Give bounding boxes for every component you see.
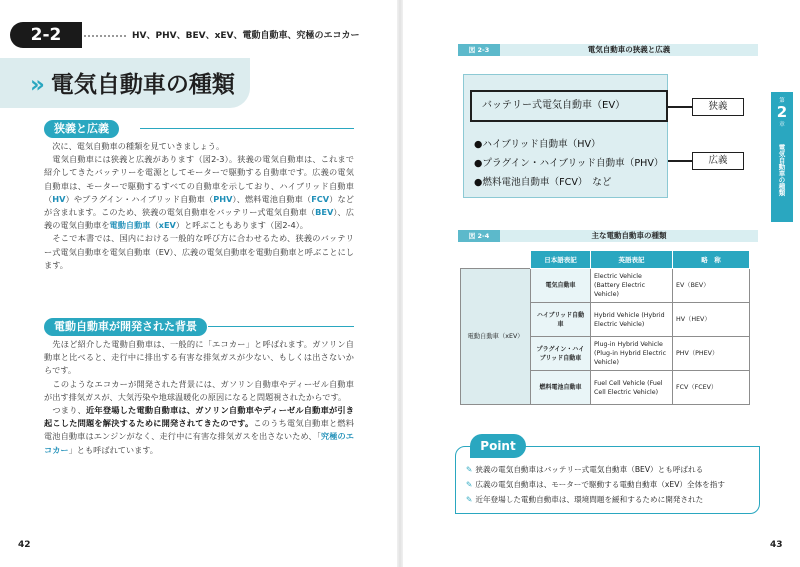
diagram-item: ●燃料電池自動車（FCV） など: [474, 177, 612, 188]
header-dotted-rule: [84, 35, 126, 37]
section-keywords: HV、PHV、BEV、xEV、電動自動車、究極のエコカー: [132, 31, 360, 41]
abbr-cell: FCV（FCEV）: [673, 371, 750, 405]
point-item-text: 近年登場した電動自動車は、環境問題を緩和するために開発された: [475, 495, 704, 504]
table-row: [461, 269, 750, 303]
pencil-icon: ✎: [466, 480, 473, 489]
section-1-body: [44, 140, 354, 272]
table-header: 英語表記: [591, 251, 673, 269]
paragraph: [44, 153, 354, 232]
table-header-row: [461, 251, 750, 269]
emphasized-text: 近年登場した電動自動車は、ガソリン自動車やディーゼル自動車が引き起こした問題を解決するために開発されてきたのです。: [44, 405, 354, 429]
diagram-item: ●ハイブリッド自動車（HV）: [474, 139, 601, 150]
chapter-side-tab: [771, 92, 793, 222]
en-name-cell: Electric Vehicle (Battery Electric Vehicle): [591, 269, 673, 303]
diagram-item: ●プラグイン・ハイブリッド自動車（PHV）: [474, 158, 664, 169]
book-gutter: [397, 0, 403, 567]
body-text: そこで本書では、国内における一般的な呼び方に合わせるため、狭義のバッテリー式電気自動車を電気自動車（EV）、広義の電気自動車を電動自動車と呼ぶことにします。: [44, 233, 354, 270]
highlighted-term: FCV: [311, 193, 330, 204]
group-cell: 電動自動車（xEV）: [461, 269, 531, 405]
point-item-text: 広義の電気自動車は、モーターで駆動する電動自動車（xEV）全体を指す: [475, 480, 725, 489]
broad-connector: [668, 160, 692, 162]
page-number-left: 42: [18, 540, 31, 550]
page-title-text: 電気自動車の種類: [50, 72, 235, 98]
narrow-label: 狭義: [692, 98, 744, 116]
body-text: 」とも呼ばれています。: [68, 444, 158, 455]
chapter-prefix: 第: [779, 98, 785, 104]
jp-name-cell: ハイブリッド自動車: [531, 303, 591, 337]
paragraph: [44, 404, 354, 457]
abbr-cell: HV（HEV）: [673, 303, 750, 337]
body-text: （: [150, 220, 159, 231]
body-text: ）やプラグイン・ハイブリッド自動車（: [65, 193, 214, 204]
abbr-cell: EV（BEV）: [673, 269, 750, 303]
table-header: 日本語表記: [531, 251, 591, 269]
page-number-right: 43: [770, 540, 783, 550]
broad-label: 広義: [692, 152, 744, 170]
point-item: [466, 479, 725, 490]
subheading-rule: [140, 128, 354, 129]
figure-2-4-title: 主な電動自動車の種類: [591, 231, 667, 240]
paragraph: [44, 378, 354, 404]
body-text: 先ほど紹介した電動自動車は、一般的に「エコカー」と呼ばれます。ガソリン自動車と比べると、走行中に排出する有害な排気ガスが少ない、もしくは出さないからです。: [44, 339, 354, 376]
body-text: ）、燃料電池自動車（: [232, 193, 312, 204]
body-text: 次に、電気自動車の種類を見ていきましょう。: [44, 141, 225, 151]
highlighted-term: HV: [52, 193, 66, 204]
pencil-icon: ✎: [466, 495, 473, 504]
en-name-cell: Plug-in Hybrid Vehicle (Plug-in Hybrid Electric Vehicle): [591, 337, 673, 371]
vehicle-types-table: [460, 250, 750, 405]
body-text: つまり、: [44, 405, 87, 416]
point-item: [466, 494, 703, 505]
body-text: ）と呼ぶこともあります（図2-4）。: [175, 220, 308, 231]
chevron-icon: »: [30, 72, 45, 98]
section-number-badge: 2-2: [10, 22, 82, 48]
highlighted-term: BEV: [315, 207, 334, 218]
point-item: [466, 464, 703, 475]
body-text: ）、広義の電気自動車を: [44, 207, 354, 231]
chapter-title: 電気自動車の種類: [777, 144, 786, 196]
jp-name-cell: 燃料電池自動車: [531, 371, 591, 405]
figure-2-3-title: 電気自動車の狭義と広義: [587, 45, 671, 54]
jp-name-cell: プラグイン・ハイブリッド自動車: [531, 337, 591, 371]
body-text: このうち電気自動車と燃料電池自動車はエンジンがなく、走行中に有害な排気ガスを出さないため、「: [44, 418, 354, 442]
figure-2-3-tag: 図 2-3: [458, 44, 500, 56]
paragraph: [44, 338, 354, 378]
highlighted-term: xEV: [158, 220, 176, 231]
narrow-connector: [668, 106, 692, 108]
pencil-icon: ✎: [466, 465, 473, 474]
subheading-rule: [208, 326, 354, 327]
chapter-number: 2: [776, 103, 788, 121]
jp-name-cell: 電気自動車: [531, 269, 591, 303]
point-label: Point: [470, 434, 526, 458]
narrow-ev-box: バッテリー式電気自動車（EV）: [470, 90, 668, 122]
point-item-text: 狭義の電気自動車はバッテリー式電気自動車（BEV）とも呼ばれる: [475, 465, 704, 474]
en-name-cell: Hybrid Vehicle (Hybrid Electric Vehicle): [591, 303, 673, 337]
subheading-background: 電動自動車が開発された背景: [44, 318, 207, 336]
subheading-narrow-broad: 狭義と広義: [44, 120, 119, 138]
figure-2-4-tag: 図 2-4: [458, 230, 500, 242]
table-header: 略 称: [673, 251, 750, 269]
highlighted-term: 究極のエコカー: [44, 431, 354, 455]
en-name-cell: Fuel Cell Vehicle (Fuel Cell Electric Vehicle): [591, 371, 673, 405]
paragraph: [44, 140, 354, 153]
chapter-suffix: 章: [779, 122, 785, 128]
body-text: 電気自動車には狭義と広義があります（図2-3）。狭義の電気自動車は、これまで紹介してきたバッテリーを電源としてモーターで駆動する自動車です。広義の電気自動車は、モーターで駆動するすべての自動車を示しており、ハイブリッド自動車（: [44, 154, 354, 204]
table-corner: [461, 251, 531, 269]
page-title: [30, 66, 235, 99]
highlighted-term: PHV: [213, 193, 233, 204]
body-text: ）などが含まれます。このため、狭義の電気自動車をバッテリー式電気自動車（: [44, 193, 354, 218]
abbr-cell: PHV（PHEV）: [673, 337, 750, 371]
paragraph: [44, 232, 354, 272]
section-2-body: [44, 338, 354, 457]
body-text: このようなエコカーが開発された背景には、ガソリン自動車やディーゼル自動車が出す排気ガスが、大気汚染や地球温暖化の原因になると問題視されたからです。: [44, 378, 354, 402]
highlighted-term: 電動自動車: [109, 220, 151, 231]
